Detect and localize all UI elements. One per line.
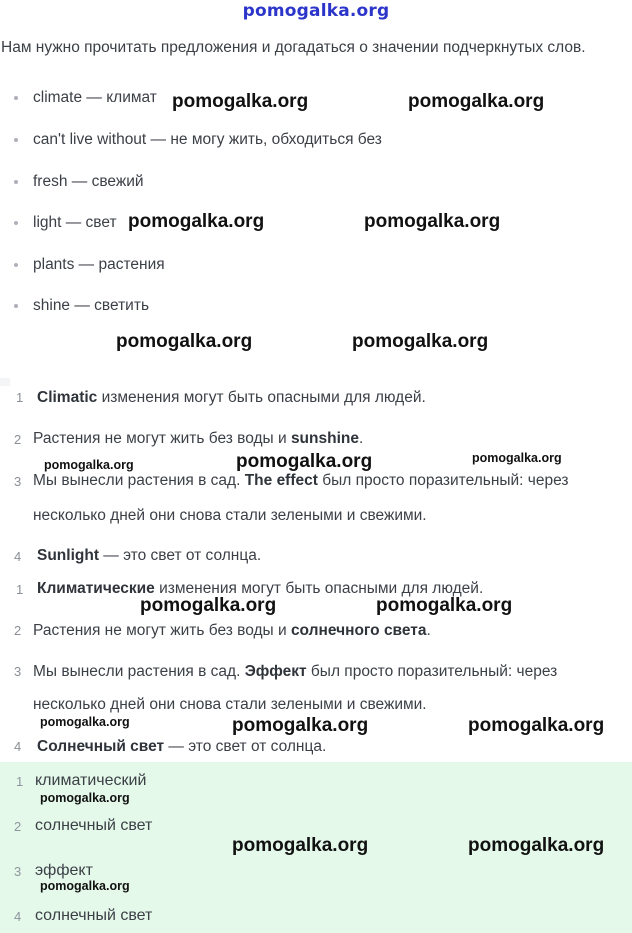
item-number: 3 — [14, 864, 22, 879]
watermark: pomogalka.org — [40, 715, 130, 729]
site-header-link[interactable]: pomogalka.org — [242, 1, 390, 21]
item-number: 4 — [14, 739, 22, 754]
highlight-word: Климатические — [37, 580, 155, 597]
bullet-icon — [14, 221, 18, 225]
russian-sentence-2: Растения не могут жить без воды и солнечного света. — [33, 622, 431, 639]
bullet-icon — [14, 304, 18, 308]
bullet-icon — [14, 263, 18, 267]
bullet-icon — [14, 138, 18, 142]
watermark: pomogalka.org — [352, 331, 489, 352]
watermark: pomogalka.org — [408, 91, 545, 112]
watermark: pomogalka.org — [40, 791, 130, 805]
answer-2: солнечный свет — [35, 817, 153, 834]
item-number: 4 — [14, 549, 22, 564]
english-sentence-1: Climatic изменения могут быть опасными для людей. — [37, 389, 426, 406]
english-sentence-2: Растения не могут жить без воды и sunshine. — [33, 430, 364, 447]
item-number: 2 — [14, 623, 22, 638]
watermark: pomogalka.org — [232, 715, 369, 736]
item-number: 1 — [16, 390, 24, 405]
watermark: pomogalka.org — [172, 91, 309, 112]
section-divider — [0, 378, 10, 386]
russian-sentence-4: Солнечный свет — это свет от солнца. — [37, 738, 327, 755]
item-number: 1 — [16, 582, 24, 597]
russian-sentence-3-line2: несколько дней они снова стали зелеными и свежими. — [33, 696, 427, 713]
highlight-word: sunshine — [290, 430, 359, 447]
highlight-word: Sunlight — [37, 547, 99, 564]
item-number: 2 — [14, 819, 22, 834]
english-sentence-4: Sunlight — это свет от солнца. — [37, 547, 262, 564]
item-number: 1 — [16, 774, 24, 789]
item-number: 3 — [14, 664, 22, 679]
bullet-icon — [14, 180, 18, 184]
russian-sentence-1: Климатические изменения могут быть опасными для людей. — [37, 580, 484, 597]
answer-4: солнечный свет — [35, 907, 153, 924]
english-sentence-3-line2: несколько дней они снова стали зелеными и свежими. — [33, 507, 427, 524]
item-number: 2 — [14, 432, 22, 447]
highlight-word: Солнечный свет — [37, 738, 165, 755]
answer-3: эффект — [35, 862, 93, 879]
watermark: pomogalka.org — [116, 331, 253, 352]
item-number: 3 — [14, 474, 22, 489]
watermark: pomogalka.org — [376, 595, 513, 616]
watermark: pomogalka.org — [364, 211, 501, 232]
russian-sentence-3: Мы вынесли растения в сад. Эффект был просто поразительный: через — [33, 663, 558, 680]
english-sentence-3: Мы вынесли растения в сад. The effect был просто поразительный: через — [33, 472, 569, 489]
highlight-word: солнечного света — [290, 622, 427, 639]
watermark: pomogalka.org — [468, 715, 605, 736]
watermark: pomogalka.org — [40, 879, 130, 893]
watermark: pomogalka.org — [44, 458, 134, 472]
task-intro: Нам нужно прочитать предложения и догадаться о значении подчеркнутых слов. — [1, 39, 586, 56]
watermark: pomogalka.org — [472, 451, 562, 465]
highlight-word: Эффект — [244, 663, 307, 680]
item-number: 4 — [14, 909, 22, 924]
highlight-word: Climatic — [37, 389, 98, 406]
highlight-word: The effect — [244, 472, 318, 489]
watermark: pomogalka.org — [468, 835, 605, 856]
watermark: pomogalka.org — [128, 211, 265, 232]
watermark: pomogalka.org — [232, 835, 369, 856]
bullet-icon — [14, 96, 18, 100]
watermark: pomogalka.org — [140, 595, 277, 616]
answer-1: климатический — [35, 772, 147, 789]
watermark: pomogalka.org — [236, 451, 373, 472]
